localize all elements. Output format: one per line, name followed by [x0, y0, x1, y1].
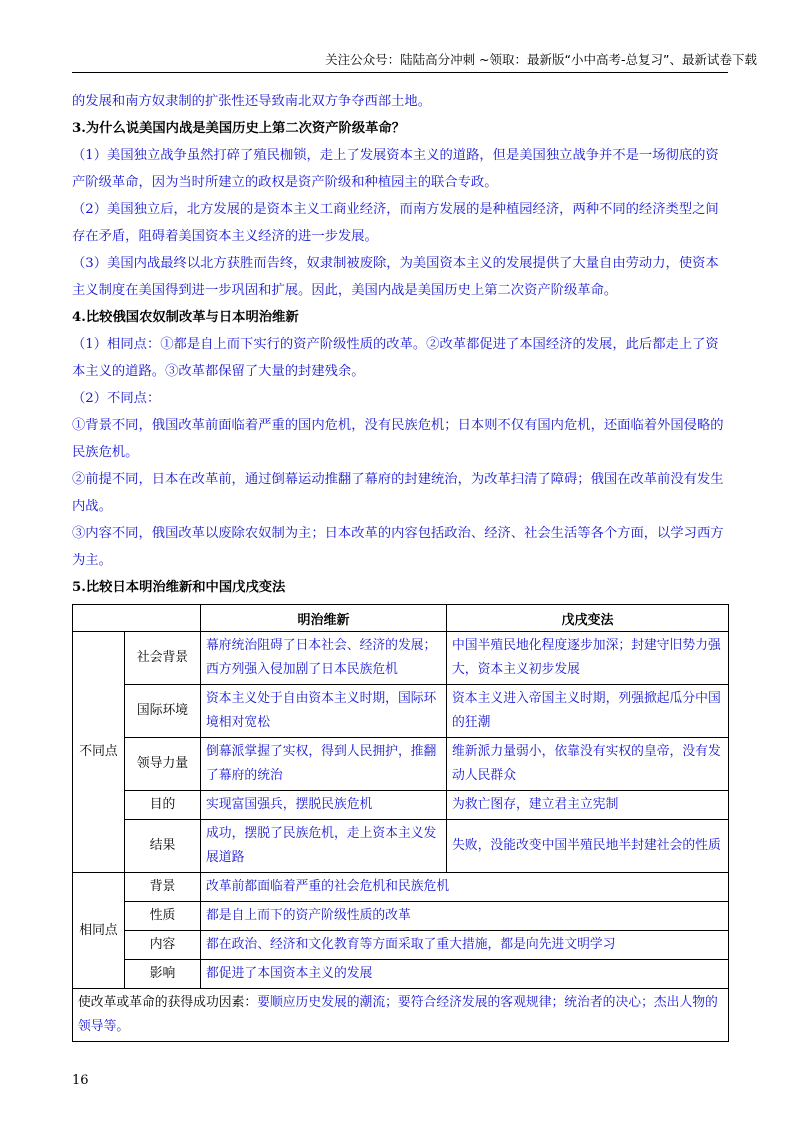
- wuxu-cell: 失败，没能改变中国半殖民地半封建社会的性质: [447, 820, 729, 873]
- success-factors-label: 使改革或革命的获得成功因素：: [78, 995, 258, 1010]
- row-label: 性质: [125, 902, 201, 931]
- q3-para-1: （1）美国独立战争虽然打碎了殖民枷锁，走上了发展资本主义的道路，但是美国独立战争并不是一场彻底的资产阶级革命，因为当时所建立的政权是资产阶级和种植园主的联合专政。: [72, 148, 719, 190]
- table-row: [73, 685, 729, 738]
- table-row: [73, 960, 729, 989]
- table-row: [73, 902, 729, 931]
- wuxu-cell: 为救亡图存，建立君主立宪制: [447, 791, 729, 820]
- q4-para-3: ①背景不同，俄国改革前面临着严重的国内危机，没有民族危机；日本则不仅有国内危机，还面临着外国侵略的民族危机。: [72, 418, 724, 460]
- q4-para-2: （2）不同点：: [72, 391, 161, 406]
- same-group-label: 相同点: [73, 873, 125, 989]
- q3-heading: 3.为什么说美国内战是美国历史上第二次资产阶级革命？: [72, 121, 406, 136]
- meiji-cell: 成功，摆脱了民族危机，走上资本主义发展道路: [201, 820, 447, 873]
- success-factors-text: 要顺应历史发展的潮流；要符合经济发展的客观规律；统治者的决心；杰出人物的领导等。: [78, 995, 718, 1034]
- table-footer-row: [73, 989, 729, 1042]
- header-divider: [72, 72, 728, 73]
- same-cell: 都在政治、经济和文化教育等方面采取了重大措施，都是向先进文明学习: [201, 931, 729, 960]
- main-content: [72, 88, 728, 1042]
- row-label: 影响: [125, 960, 201, 989]
- intro-line: 的发展和南方奴隶制的扩张性还导致南北双方争夺西部土地。: [72, 94, 432, 109]
- table-row: [73, 632, 729, 685]
- diff-group-label: 不同点: [73, 632, 125, 873]
- table-header-row: [73, 605, 729, 632]
- col-header-wuxu: 戊戌变法: [447, 605, 729, 632]
- wuxu-cell: 中国半殖民地化程度逐步加深；封建守旧势力强大，资本主义初步发展: [447, 632, 729, 685]
- table-row: [73, 820, 729, 873]
- meiji-cell: 幕府统治阻碍了日本社会、经济的发展；西方列强入侵加剧了日本民族危机: [201, 632, 447, 685]
- q3-para-3: （3）美国内战最终以北方获胜而告终，奴隶制被废除，为美国资本主义的发展提供了大量自由劳动力，使资本主义制度在美国得到进一步巩固和扩展。因此，美国内战是美国历史上第二次资产阶级革命。: [72, 256, 719, 298]
- wuxu-cell: 维新派力量弱小，依靠没有实权的皇帝，没有发动人民群众: [447, 738, 729, 791]
- wuxu-cell: 资本主义进入帝国主义时期，列强掀起瓜分中国的狂潮: [447, 685, 729, 738]
- col-header-meiji: 明治维新: [201, 605, 447, 632]
- meiji-cell: 资本主义处于自由资本主义时期，国际环境相对宽松: [201, 685, 447, 738]
- q4-heading: 4.比较俄国农奴制改革与日本明治维新: [72, 310, 299, 325]
- row-label: 社会背景: [125, 632, 201, 685]
- row-label: 内容: [125, 931, 201, 960]
- same-cell: 都是自上而下的资产阶级性质的改革: [201, 902, 729, 931]
- q4-para-1: （1）相同点：①都是自上而下实行的资产阶级性质的改革。②改革都促进了本国经济的发展，此后都走上了资本主义的道路。③改革都保留了大量的封建残余。: [72, 337, 719, 379]
- row-label: 目的: [125, 791, 201, 820]
- meiji-cell: 倒幕派掌握了实权，得到人民拥护，推翻了幕府的统治: [201, 738, 447, 791]
- q4-para-5: ③内容不同，俄国改革以废除农奴制为主；日本改革的内容包括政治、经济、社会生活等各个方面，以学习西方为主。: [72, 526, 724, 568]
- q5-heading: 5.比较日本明治维新和中国戊戌变法: [72, 580, 286, 595]
- table-row: [73, 873, 729, 902]
- comparison-table: [72, 604, 729, 1042]
- table-row: [73, 791, 729, 820]
- same-cell: 改革前都面临着严重的社会危机和民族危机: [201, 873, 729, 902]
- row-label: 领导力量: [125, 738, 201, 791]
- table-row: [73, 931, 729, 960]
- same-cell: 都促进了本国资本主义的发展: [201, 960, 729, 989]
- table-corner-cell: [73, 605, 201, 632]
- row-label: 国际环境: [125, 685, 201, 738]
- q4-para-4: ②前提不同，日本在改革前，通过倒幕运动推翻了幕府的封建统治，为改革扫清了障碍；俄国在改革前没有发生内战。: [72, 472, 724, 514]
- meiji-cell: 实现富国强兵，摆脱民族危机: [201, 791, 447, 820]
- success-factors-cell: [73, 989, 729, 1042]
- page-number: 16: [72, 1073, 89, 1088]
- q3-para-2: （2）美国独立后，北方发展的是资本主义工商业经济，而南方发展的是种植园经济，两种不同的经济类型之间存在矛盾，阻碍着美国资本主义经济的进一步发展。: [72, 202, 719, 244]
- row-label: 结果: [125, 820, 201, 873]
- row-label: 背景: [125, 873, 201, 902]
- page-header: 关注公众号：陆陆高分冲刺 ~领取：最新版“小中高考-总复习”、最新试卷下载: [325, 52, 757, 67]
- table-row: [73, 738, 729, 791]
